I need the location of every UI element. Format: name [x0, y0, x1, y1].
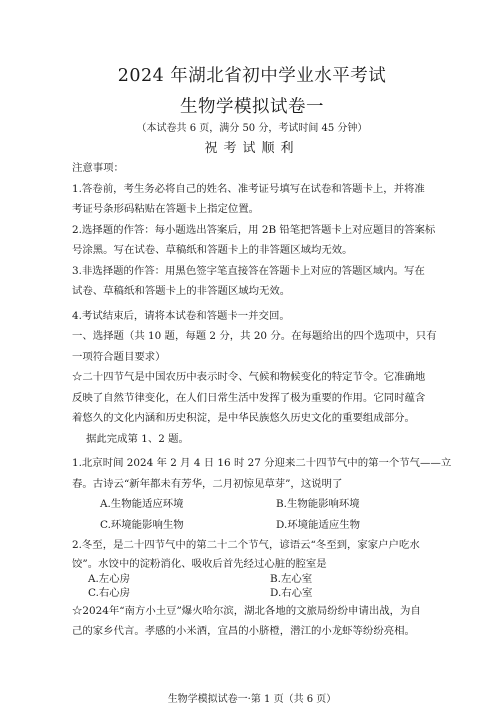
question-1-option-c: C.环境能影响生物 [100, 518, 184, 531]
note-item-4: 4.考试结束后，请将本试卷和答题卡一并交回。 [72, 309, 290, 322]
question-2-option-a: A.左心房 [88, 572, 130, 585]
good-luck-text: 祝考试顺利 [204, 141, 300, 156]
note-item-3-line-1: 3.非选择题的作答：用黑色签字笔直接答在答题卡上对应的答题区域内。写在 [72, 264, 425, 277]
note-item-1-line-2: 考证号条形码粘贴在答题卡上指定位置。 [72, 203, 260, 215]
section-heading-line-1: 一、选择题（共 10 题，每题 2 分，共 20 分。在每题给出的四个选项中，只有 [72, 330, 437, 342]
question-2-options-row-2 [72, 586, 452, 601]
passage-1-line-3: 着悠久的文化内涵和历史积淀，是中华民族悠久历史文化的重要组成部分。 [72, 412, 415, 424]
passage-1-line-2: 反映了自然节律变化，在人们日常生活中发挥了极为重要的作用。它同时蕴含 [72, 391, 426, 404]
question-1-line-1: 1.北京时间 2024 年 2 月 4 日 16 时 27 分迎来二十四节气中的第一个节气——立 [72, 457, 452, 469]
question-1-option-d: D.环境能适应生物 [276, 518, 360, 531]
question-2-options-row-1 [72, 572, 452, 587]
passage-2-line-1: ☆2024年“南方小土豆”爆火哈尔滨，湖北各地的文旅局纷纷申请出战，为自 [72, 604, 421, 617]
question-2-line-2: 饺”。水饺中的淀粉消化、吸收后首先经过心脏的腔室是 [72, 557, 327, 570]
question-2-option-b: B.左心室 [270, 572, 313, 585]
question-2-option-c: C.右心房 [88, 587, 131, 599]
question-1-option-b: B.生物能影响环境 [276, 498, 360, 510]
notes-heading: 注意事项： [72, 162, 124, 174]
note-item-1-line-1: 1.答卷前，考生务必将自己的姓名、准考证号填写在试卷和答题卡上，并将准 [72, 182, 425, 195]
question-2-line-1: 2.冬至，是二十四节气中的第二十二个节气，谚语云“冬至到，家家户户吃水 [72, 539, 420, 551]
exam-body [72, 158, 452, 642]
passage-2-line-2: 己的家乡代言。孝感的小米酒，宜昌的小脐橙，潜江的小龙虾等纷纷亮相。 [72, 625, 415, 637]
passage-1-line-1: ☆二十四节气是中国农历中表示时令、气候和物候变化的特定节令。它准确地 [72, 371, 426, 383]
question-1-options-row-2 [72, 515, 452, 536]
passage-1-line-4: 据此完成第 1、2 题。 [86, 432, 189, 445]
note-item-2-line-1: 2.选择题的作答：每小题选出答案后，用 2B 铅笔把答题卡上对应题目的答案标 [72, 223, 436, 236]
exam-info: （本试卷共 6 页，满分 50 分，考试时间 45 分钟） [136, 123, 368, 134]
note-item-3-line-2: 试卷、草稿纸和答题卡上的非答题区域均无效。 [72, 285, 291, 297]
question-1-option-a: A.生物能适应环境 [100, 498, 184, 510]
question-1-options-row-1 [72, 494, 452, 515]
exam-subject-title: 生物学模拟试卷一 [180, 97, 324, 117]
section-heading-line-2: 一项符合题目要求） [72, 350, 166, 363]
page-footer: 生物学模拟试卷一·第 1 页（共 6 页） [167, 694, 337, 705]
question-1-line-2: 春。古诗云“新年都未有芳华，二月初惊见草芽”，这说明了 [72, 477, 343, 490]
exam-title: 2024 年湖北省初中学业水平考试 [117, 66, 387, 86]
note-item-2-line-2: 号涂黑。写在试卷、草稿纸和答题卡上的非答题区域均无效。 [72, 244, 353, 256]
question-2-option-d: D.右心室 [270, 587, 313, 599]
